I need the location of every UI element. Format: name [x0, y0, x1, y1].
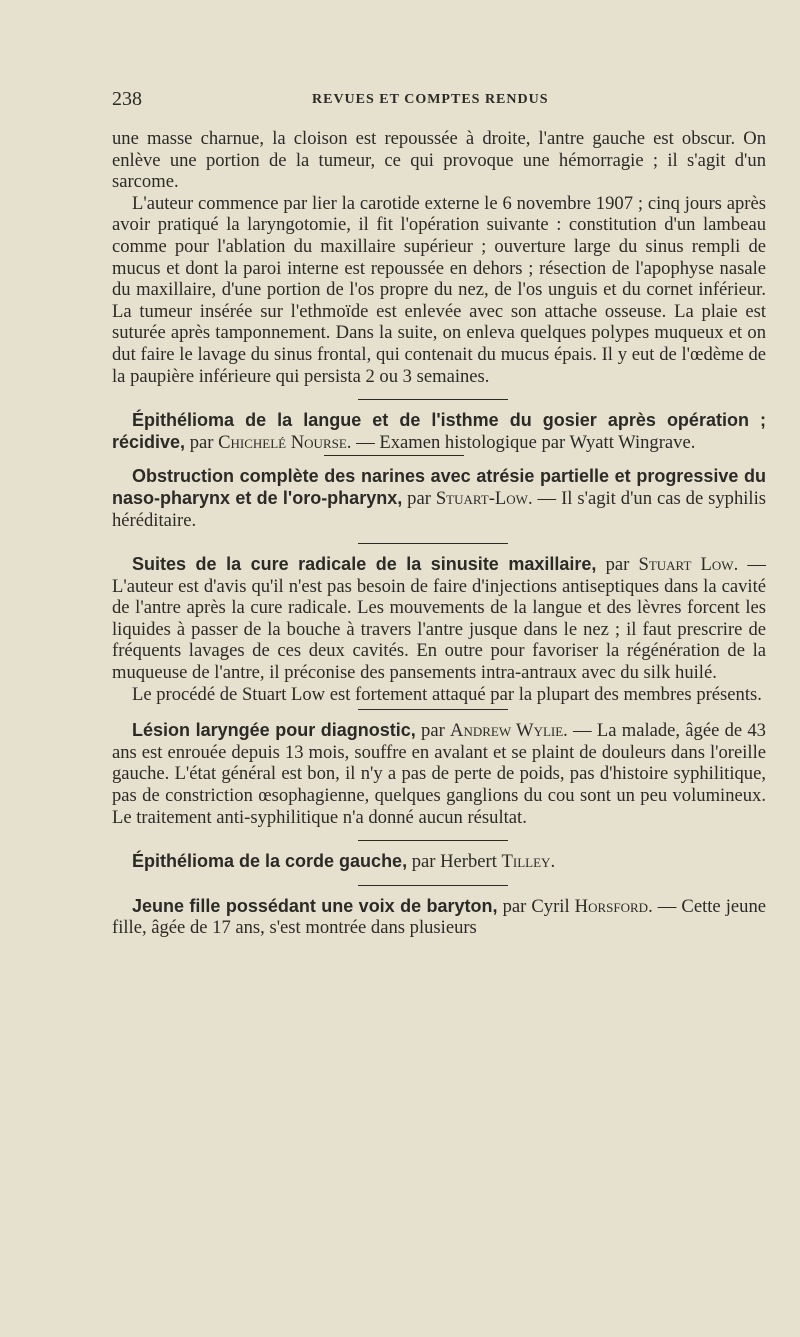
divider: [358, 399, 508, 400]
entry-by: par Cyril: [497, 895, 575, 917]
divider: [358, 885, 508, 886]
entry-text: . — Il s'agit d'un cas de syphilis héréditaire.: [112, 487, 766, 531]
entry-by: par: [185, 431, 219, 453]
running-head: REVUES ET COMPTES RENDUS: [312, 92, 549, 107]
entry-title: Suites de la cure radicale de la sinusite maxillaire,: [132, 554, 597, 575]
divider: [324, 455, 464, 456]
entry-author: Chichelé Nourse: [218, 431, 347, 453]
entry-author: Andrew Wylie: [450, 720, 564, 742]
intro-paragraph-2: L'auteur commence par lier la carotide externe le 6 novembre 1907 ; cinq jours après avoir pratiqué la laryngotomie, il fit l'opération suivante : constitution d'un lambeau comme pour l'ablation du maxillaire supérieur ; ouverture large du sinus rempli de mucus et dont la paroi interne est repoussée en dehors ; résection de l'apophyse nasale du maxillaire, d'une portion de l'os propre du nez, de l'os unguis et du cornet inférieur. La tumeur insérée sur l'ethmoïde est enlevée avec son attache osseuse. La plaie est suturée après tamponnement. Dans la suite, on enleva quelques polypes muqueux et on dut faire le lavage du sinus frontal, qui contenait du mucus épais. Il y eut de l'œdème de la paupière inférieure qui persista 2 ou 3 semaines.: [112, 192, 766, 387]
entry-text: . — La malade, âgée de 43 ans est enrouée depuis 13 mois, souffre en avalant et se plaint de douleurs dans l'oreille gauche. L'état général est bon, il n'y a pas de perte de poids, pas d'histoire syphilitique, pas de constriction œsophagienne, quelques ganglions du cou sont un peu volumineux. Le traitement anti-syphilitique n'a donné aucun résultat.: [112, 720, 766, 828]
entry-by: par: [402, 487, 436, 509]
divider: [358, 840, 508, 841]
entry-title: Lésion laryngée pour diagnostic,: [132, 720, 416, 741]
entry-by: par: [415, 720, 451, 742]
entry-1: [112, 410, 766, 453]
entry-3-extra: Le procédé de Stuart Low est fortement attaqué par la plupart des membres présents.: [132, 683, 762, 705]
intro-paragraph-1: une masse charnue, la cloison est repoussée à droite, l'antre gauche est obscur. On enlève une portion de la tumeur, ce qui provoque une hémorragie ; il s'agit d'un sarcome.: [112, 128, 766, 193]
entry-author: Tilley: [501, 851, 551, 873]
divider: [358, 543, 508, 544]
page-header: [112, 88, 770, 128]
entry-text: . — L'auteur est d'avis qu'il n'est pas besoin de faire d'injections antiseptiques dans la cavité de l'antre après la cure radicale. Les mouvements de la langue et des lèvres forcent les liquides à passer de la bouche à travers l'antre jusque dans le nez ; il faut prescrire de fréquents lavages de ces deux cavités. En outre pour favoriser la régénération de la muqueuse de l'antre, il préconise des pansements intra-antraux avec du silk huilé.: [112, 554, 767, 684]
entry-4: [112, 720, 766, 828]
entry-by: par: [596, 554, 639, 576]
entry-6: [112, 896, 766, 939]
entry-by: par Herbert: [407, 851, 502, 873]
entry-text: .: [550, 851, 556, 873]
divider: [358, 709, 508, 710]
entry-5: [112, 851, 766, 873]
page-number: 238: [112, 88, 142, 110]
body-text: [112, 128, 766, 939]
entry-author: Stuart-Low: [435, 487, 528, 509]
entry-2: [112, 466, 766, 531]
entry-text: . — Cette jeune fille, âgée de 17 ans, s'est montrée dans plusieurs: [112, 895, 766, 939]
entry-title: Obstruction complète des narines avec atrésie partielle et progressive du naso-pharynx et de l'oro-pharynx,: [112, 466, 766, 508]
entry-author: Stuart Low: [638, 554, 734, 576]
entry-title: Jeune fille possédant une voix de baryton,: [132, 895, 498, 916]
entry-title: Épithélioma de la corde gauche,: [132, 851, 408, 872]
entry-text: . — Examen histologique par Wyatt Wingrave.: [346, 431, 696, 453]
entry-3: [112, 554, 766, 684]
entry-title: Épithélioma de la langue et de l'isthme du gosier après opération ; récidive,: [112, 410, 766, 452]
entry-author: Horsford: [574, 895, 649, 917]
